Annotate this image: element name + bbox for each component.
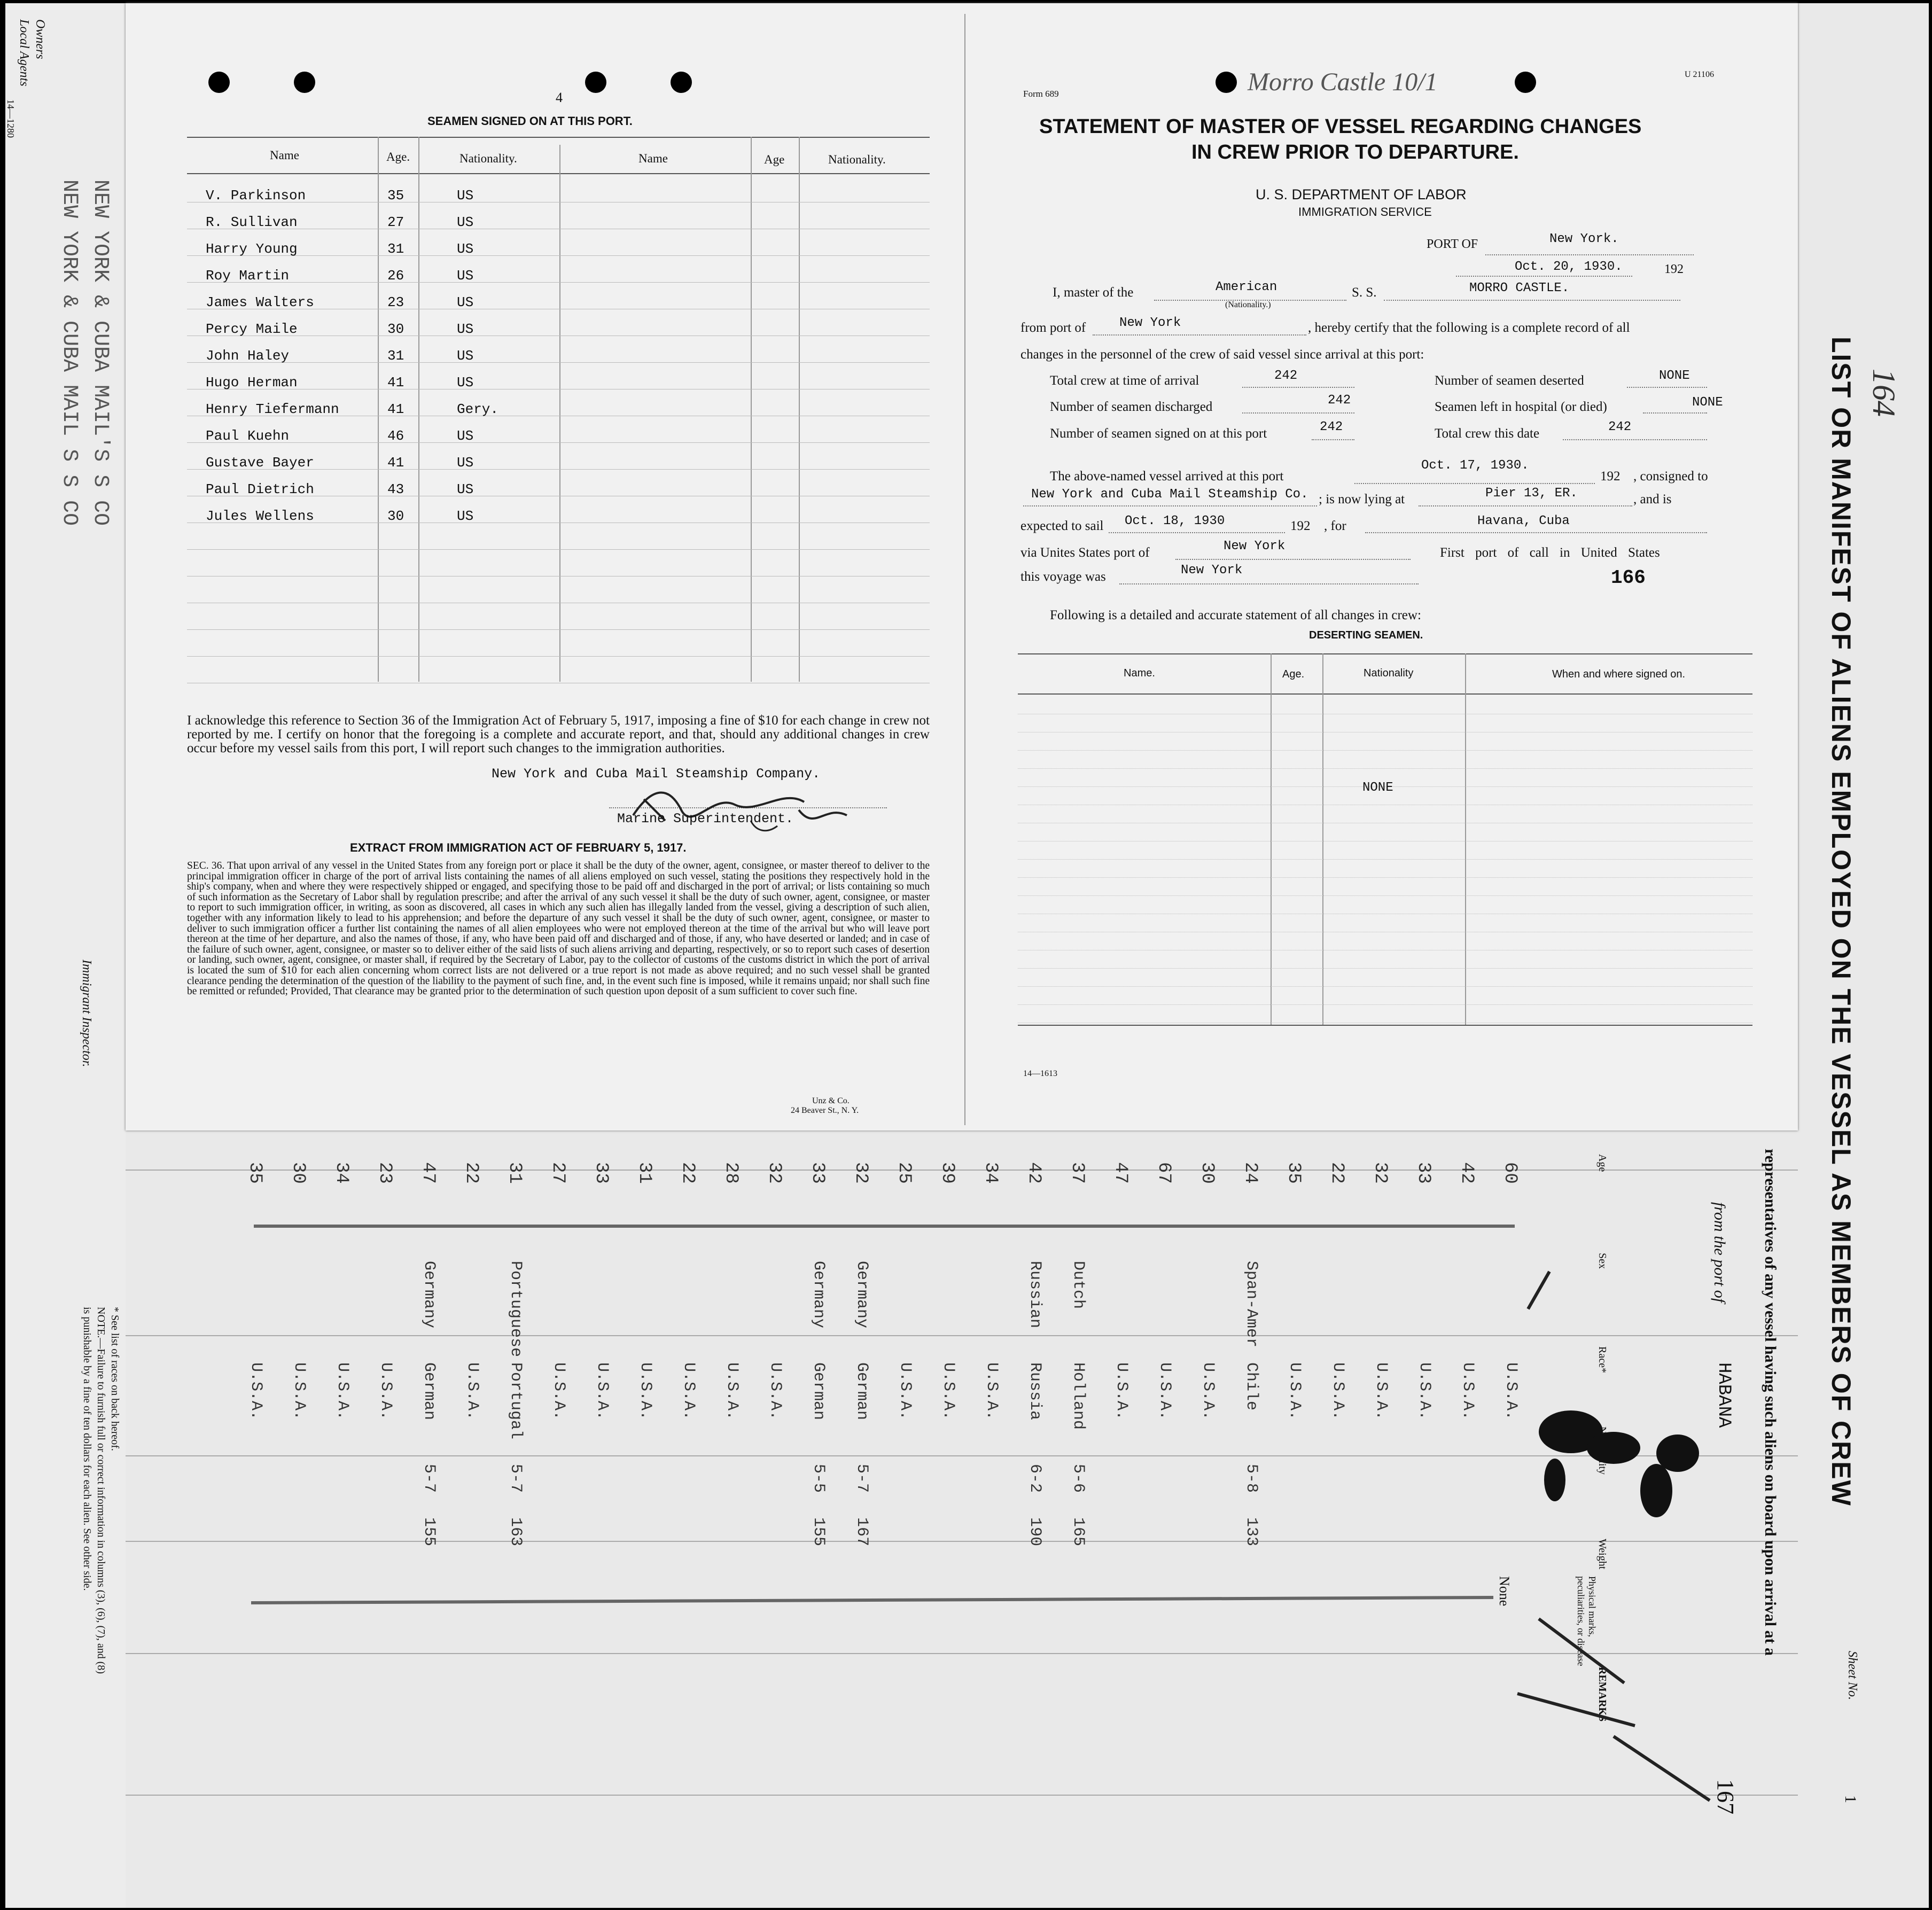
manifest-weight: 190 bbox=[1026, 1517, 1044, 1547]
printer-address: 24 Beaver St., N. Y. bbox=[791, 1106, 859, 1115]
manifest-nationality: German bbox=[853, 1362, 871, 1421]
seaman-nationality: US bbox=[457, 321, 474, 337]
manifest-nationality: Russia bbox=[1026, 1362, 1044, 1421]
col-rule bbox=[378, 137, 379, 682]
manifest-nationality: U.S.A. bbox=[1459, 1362, 1477, 1421]
from-port-label: from port of bbox=[1020, 321, 1086, 335]
from-port-value: New York bbox=[1119, 316, 1181, 330]
manifest-race: Russian bbox=[1026, 1261, 1044, 1329]
col-header-race: Race* bbox=[1596, 1346, 1608, 1373]
manifest-age: 42 bbox=[1456, 1162, 1477, 1184]
col-rule bbox=[559, 145, 560, 682]
header-age: Age. bbox=[386, 150, 410, 163]
seaman-age: 30 bbox=[387, 508, 404, 524]
manifest-race: Span-Amer bbox=[1242, 1261, 1260, 1348]
table-row-line bbox=[187, 255, 930, 256]
seaman-nationality: US bbox=[457, 375, 474, 391]
punch-hole bbox=[294, 72, 315, 93]
seaman-age: 41 bbox=[387, 401, 404, 417]
manifest-height: 5-5 bbox=[809, 1464, 828, 1493]
seaman-age: 46 bbox=[387, 428, 404, 444]
seaman-nationality: Gery. bbox=[457, 401, 499, 417]
form-title-2: IN CREW PRIOR TO DEPARTURE. bbox=[1191, 141, 1519, 163]
expected-label: expected to sail bbox=[1020, 519, 1104, 533]
manifest-age: 35 bbox=[245, 1162, 265, 1184]
manifest-nationality: Portugal bbox=[507, 1362, 525, 1440]
seaman-name: Gustave Bayer bbox=[206, 455, 314, 471]
manifest-age: 32 bbox=[764, 1162, 784, 1184]
seaman-nationality: US bbox=[457, 428, 474, 444]
extract-title: EXTRACT FROM IMMIGRATION ACT OF FEBRUARY 5, 1917. bbox=[350, 841, 687, 854]
seaman-age: 26 bbox=[387, 268, 404, 284]
deserting-heading: DESERTING SEAMEN. bbox=[1309, 629, 1423, 641]
master-label: I, master of the bbox=[1053, 285, 1134, 300]
seaman-nationality: US bbox=[457, 508, 474, 524]
manifest-side-text: representatives of any vessel having such aliens on board upon arrival at a bbox=[1762, 1149, 1779, 1656]
manifest-age: 42 bbox=[1024, 1162, 1044, 1184]
deserted-value: NONE bbox=[1659, 369, 1690, 383]
manifest-race: Germany bbox=[853, 1261, 871, 1329]
deserting-bottom-rule bbox=[1018, 1025, 1752, 1026]
footnote-races: * See list of races on back hereof. bbox=[109, 1307, 121, 1451]
discharged-value: 242 bbox=[1328, 393, 1351, 408]
seaman-nationality: US bbox=[457, 268, 474, 284]
manifest-age: 31 bbox=[634, 1162, 655, 1184]
col-header-sex: Sex bbox=[1596, 1253, 1608, 1269]
first-port-label: First port of call in United States bbox=[1440, 545, 1660, 560]
manifest-age: 22 bbox=[677, 1162, 698, 1184]
destination-line bbox=[1365, 532, 1707, 533]
via-line bbox=[1175, 559, 1411, 560]
vessel-value: MORRO CASTLE. bbox=[1469, 281, 1570, 295]
col-rule bbox=[1271, 653, 1272, 1025]
acknowledgement: I acknowledge this reference to Section 36 of the Immigration Act of February 5, 1917, imposing a fine of $10 for each change in crew not reported by me. I certify on honor that the foregoing is a complete and accurate report, and that, should any additional changes in crew occur before my vessel sails from this port, I will report such changes to the immigration authorities. bbox=[187, 713, 930, 755]
lying-value: Pier 13, ER. bbox=[1485, 486, 1578, 501]
col-header-weight: Weight bbox=[1596, 1539, 1608, 1570]
col-header-age: Age bbox=[1596, 1154, 1608, 1172]
owner-stamp-2: NEW YORK & CUBA MAIL'S S CO bbox=[88, 180, 112, 526]
seaman-name: V. Parkinson bbox=[206, 188, 306, 204]
seaman-nationality: US bbox=[457, 214, 474, 230]
destination-value: Havana, Cuba bbox=[1477, 514, 1570, 528]
none-mark: None bbox=[1497, 1576, 1512, 1607]
deserting-row-line bbox=[1018, 768, 1752, 769]
owners-label: Owners bbox=[33, 19, 47, 59]
signature-title: Marine Superintendent. bbox=[617, 811, 794, 827]
col-rule bbox=[751, 137, 752, 682]
form-689 bbox=[126, 3, 1798, 1131]
manifest-age: 34 bbox=[331, 1162, 352, 1184]
side-port-label: from the port of bbox=[1711, 1202, 1728, 1303]
deserting-top-rule bbox=[1018, 653, 1752, 654]
manifest-age: 47 bbox=[1110, 1162, 1131, 1184]
deserting-row-line bbox=[1018, 1004, 1752, 1005]
form-code: U 21106 bbox=[1685, 70, 1714, 79]
inspector-label: Immigrant Inspector. bbox=[80, 960, 94, 1067]
deserting-col-nationality: Nationality bbox=[1364, 667, 1414, 679]
manifest-age: 32 bbox=[1370, 1162, 1390, 1184]
left-form-number: 14—1280 bbox=[5, 99, 16, 138]
header-name: Name bbox=[270, 149, 299, 162]
deserting-col-when: When and where signed on. bbox=[1552, 668, 1686, 680]
manifest-nationality: U.S.A. bbox=[1199, 1362, 1217, 1421]
manifest-nationality: U.S.A. bbox=[550, 1362, 568, 1421]
col-rule bbox=[1322, 653, 1323, 1025]
signature bbox=[622, 773, 863, 837]
seaman-name: Harry Young bbox=[206, 241, 298, 257]
port-value: New York. bbox=[1549, 232, 1619, 246]
header-age-2: Age bbox=[764, 153, 785, 166]
manifest-nationality: U.S.A. bbox=[766, 1362, 784, 1421]
voyage-value: New York bbox=[1181, 563, 1243, 578]
seaman-age: 35 bbox=[387, 188, 404, 204]
manifest-age: 24 bbox=[1240, 1162, 1260, 1184]
year-suffix-2: 192 bbox=[1600, 469, 1621, 484]
manifest-nationality: U.S.A. bbox=[1502, 1362, 1520, 1421]
manifest-age: 60 bbox=[1500, 1162, 1520, 1184]
manifest-nationality: U.S.A. bbox=[680, 1362, 698, 1421]
extract-text: SEC. 36. That upon arrival of any vessel in the United States from any foreign port or place it shall be the duty of the owner, agent, consignee, or master thereof to deliver to the principal immigration officer in charge of the port of arrival lists containing the names of all aliens employed on such vessel, stating the positions they respectively hold in the ship's company, when and where they were respectively shipped or engaged, and specifying those to be paid off and discharged in the port of arrival; or lists containing so much of such information as the Secretary of Labor shall by regulation prescribe; and after the arrival of any such vessel it shall be the duty of such owner, agent, consignee, or master to report to such immigration officer, in writing, as soon as discovered, all cases in which any such alien has illegally landed from the vessel, giving a description of such alien, together with any information likely to lead to his apprehension; and before the departure of any such vessel it shall be the duty of such owner, agent, consignee, or master to deliver to such immigration officer a further list containing the names of all alien employees who were not employed thereon at the time of the arrival but who will leave port thereon at the time of her departure, and also the names of those, if any, who have been paid off and discharged and of those, if any, who have deserted or landed; and in case of the failure of such owner, agent, consignee, or master so to deliver either of the said lists of such aliens arriving and departing, respectively, or so to report such cases of desertion or landing, such owner, agent, consignee, or master shall, if required by the Secretary of Labor, pay to the collector of customs of the customs district in which the port of arrival is located the sum of $10 for each alien concerning whom correct lists are not delivered or a true report is not made as above required; and no such vessel shall be granted clearance pending the determination of the question of the liability to the payment of such fine, and, in the event such fine is imposed, while it remains unpaid; nor shall such fine be remitted or refunded; Provided, That clearance may be granted prior to the determination of such question upon deposit of a sum sufficient to cover such fine. bbox=[187, 860, 930, 997]
manifest-race: Germany bbox=[420, 1261, 438, 1329]
deserting-row-line bbox=[1018, 859, 1752, 860]
signed-on-line bbox=[1312, 439, 1354, 440]
manifest-age: 35 bbox=[1283, 1162, 1304, 1184]
changes-text: changes in the personnel of the crew of said vessel since arrival at this port: bbox=[1020, 347, 1424, 362]
manifest-age: 30 bbox=[1197, 1162, 1217, 1184]
deserting-row-line bbox=[1018, 968, 1752, 969]
manifest-nationality: U.S.A. bbox=[247, 1362, 265, 1421]
for-label: , for bbox=[1324, 519, 1346, 533]
signed-on-value: 242 bbox=[1320, 420, 1343, 434]
manifest-weight: 155 bbox=[420, 1517, 438, 1547]
footnote-fine: is punishable by a fine of ten dollars for each alien. See other side. bbox=[81, 1307, 93, 1591]
seaman-age: 31 bbox=[387, 241, 404, 257]
manifest-height: 5-7 bbox=[853, 1464, 871, 1493]
date-year: 192 bbox=[1664, 262, 1684, 276]
manifest-age: 33 bbox=[591, 1162, 611, 1184]
manifest-nationality: U.S.A. bbox=[896, 1362, 914, 1421]
manifest-age: 34 bbox=[980, 1162, 1001, 1184]
col-rule bbox=[799, 137, 800, 682]
manifest-weight: 163 bbox=[507, 1517, 525, 1547]
manifest-nationality: U.S.A. bbox=[723, 1362, 741, 1421]
header-nationality: Nationality. bbox=[459, 152, 517, 165]
punch-hole bbox=[1216, 72, 1237, 93]
table-row-line bbox=[187, 282, 930, 283]
lying-label: ; is now lying at bbox=[1319, 492, 1405, 506]
consignee-value: New York and Cuba Mail Steamship Co. bbox=[1031, 487, 1308, 502]
manifest-age: 23 bbox=[375, 1162, 395, 1184]
department: U. S. DEPARTMENT OF LABOR bbox=[1256, 186, 1467, 202]
nationality-value: American bbox=[1216, 280, 1277, 294]
manifest-height: 5-6 bbox=[1069, 1464, 1087, 1493]
seaman-name: Paul Dietrich bbox=[206, 481, 314, 497]
total-crew-date-value: 242 bbox=[1608, 420, 1632, 434]
handwritten-number: 164 bbox=[1866, 369, 1902, 417]
seaman-name: Roy Martin bbox=[206, 268, 290, 284]
page-divider bbox=[964, 14, 965, 1125]
port-label: PORT OF bbox=[1427, 237, 1478, 251]
manifest-age: 37 bbox=[1067, 1162, 1087, 1184]
seaman-name: Henry Tiefermann bbox=[206, 401, 339, 417]
manifest-nationality: U.S.A. bbox=[593, 1362, 611, 1421]
manifest-nationality: German bbox=[420, 1362, 438, 1421]
ss-label: S. S. bbox=[1352, 285, 1377, 300]
manifest-age: 39 bbox=[937, 1162, 957, 1184]
manifest-nationality: U.S.A. bbox=[1286, 1362, 1304, 1421]
left-heading: SEAMEN SIGNED ON AT THIS PORT. bbox=[427, 114, 633, 128]
seaman-age: 30 bbox=[387, 321, 404, 337]
sheet-number: 1 bbox=[1842, 1795, 1859, 1803]
manifest-age: 33 bbox=[807, 1162, 828, 1184]
seaman-nationality: US bbox=[457, 188, 474, 204]
table-top-rule bbox=[187, 137, 930, 138]
manifest-title: LIST OR MANIFEST OF ALIENS EMPLOYED ON THE VESSEL AS MEMBERS OF CREW bbox=[1826, 337, 1856, 1507]
total-crew-date-label: Total crew this date bbox=[1435, 426, 1540, 441]
manifest-nationality: Chile bbox=[1242, 1362, 1260, 1411]
hospital-value: NONE bbox=[1692, 395, 1723, 410]
col-rule bbox=[1465, 653, 1466, 1025]
seaman-nationality: US bbox=[457, 294, 474, 310]
lying-line bbox=[1419, 505, 1632, 506]
manifest-nationality: U.S.A. bbox=[333, 1362, 352, 1421]
manifest-age: 47 bbox=[418, 1162, 438, 1184]
certify-text: , hereby certify that the following is a complete record of all bbox=[1308, 321, 1630, 335]
service: IMMIGRATION SERVICE bbox=[1298, 205, 1432, 219]
deserting-row-line bbox=[1018, 895, 1752, 896]
sail-value: Oct. 18, 1930 bbox=[1125, 514, 1225, 528]
manifest-age: 22 bbox=[461, 1162, 481, 1184]
manifest-nationality: U.S.A. bbox=[983, 1362, 1001, 1421]
number-stamp: 166 bbox=[1611, 567, 1646, 589]
manifest-age: 32 bbox=[851, 1162, 871, 1184]
manifest-race: Portuguese bbox=[507, 1261, 525, 1358]
arrival-crew-line bbox=[1242, 387, 1354, 388]
table-row-line bbox=[187, 549, 930, 550]
header-nationality-2: Nationality. bbox=[828, 153, 886, 166]
deserting-row-line bbox=[1018, 877, 1752, 878]
seaman-age: 23 bbox=[387, 294, 404, 310]
manifest-weight: 133 bbox=[1242, 1517, 1260, 1547]
manifest-nationality: Holland bbox=[1069, 1362, 1087, 1430]
manifest-height: 5-7 bbox=[507, 1464, 525, 1493]
sheet-label: Sheet No. bbox=[1845, 1651, 1859, 1700]
port-line bbox=[1485, 254, 1694, 255]
arrival-crew-label: Total crew at time of arrival bbox=[1050, 373, 1199, 388]
form-footer: 14—1613 bbox=[1023, 1069, 1057, 1078]
deserted-line bbox=[1627, 387, 1707, 388]
table-header-rule bbox=[187, 173, 930, 174]
manifest-height: 5-7 bbox=[420, 1464, 438, 1493]
and-is-text: , and is bbox=[1633, 492, 1672, 506]
punch-hole bbox=[208, 72, 230, 93]
arrival-crew-value: 242 bbox=[1274, 369, 1298, 383]
table-row-line bbox=[187, 629, 930, 630]
seaman-age: 27 bbox=[387, 214, 404, 230]
via-label: via Unites States port of bbox=[1020, 545, 1150, 560]
handwritten-vessel: Morro Castle 10/1 bbox=[1248, 68, 1438, 96]
seaman-age: 31 bbox=[387, 348, 404, 364]
company-name: New York and Cuba Mail Steamship Company. bbox=[492, 766, 821, 782]
manifest-height: 5-8 bbox=[1242, 1464, 1260, 1493]
discharged-line bbox=[1242, 412, 1354, 414]
nationality-caption: (Nationality.) bbox=[1225, 300, 1271, 309]
date-value: Oct. 20, 1930. bbox=[1515, 260, 1623, 274]
manifest-nationality: U.S.A. bbox=[939, 1362, 957, 1421]
date-line bbox=[1456, 276, 1632, 277]
manifest-age: 28 bbox=[721, 1162, 741, 1184]
form-label: Form 689 bbox=[1023, 89, 1059, 99]
manifest-height: 6-2 bbox=[1026, 1464, 1044, 1493]
table-row-line bbox=[187, 442, 930, 443]
hospital-label: Seamen left in hospital (or died) bbox=[1435, 400, 1607, 414]
manifest-nationality: U.S.A. bbox=[636, 1362, 655, 1421]
vessel-line bbox=[1384, 300, 1680, 301]
following-text: Following is a detailed and accurate statement of all changes in crew: bbox=[1050, 608, 1421, 622]
punch-hole bbox=[1515, 72, 1536, 93]
consignee-line bbox=[1023, 505, 1317, 506]
table-row-line bbox=[187, 362, 930, 363]
manifest-nationality: German bbox=[809, 1362, 828, 1421]
voyage-label: this voyage was bbox=[1020, 570, 1106, 584]
manifest-nationality: U.S.A. bbox=[1156, 1362, 1174, 1421]
discharged-label: Number of seamen discharged bbox=[1050, 400, 1213, 414]
manifest-nationality: U.S.A. bbox=[1329, 1362, 1347, 1421]
seaman-name: Hugo Herman bbox=[206, 375, 298, 391]
manifest-age: 31 bbox=[504, 1162, 525, 1184]
seaman-nationality: US bbox=[457, 481, 474, 497]
col-rule bbox=[418, 137, 419, 682]
arrived-value: Oct. 17, 1930. bbox=[1421, 458, 1529, 473]
manifest-nationality: U.S.A. bbox=[1112, 1362, 1131, 1421]
arrived-label: The above-named vessel arrived at this port bbox=[1050, 469, 1284, 484]
seaman-name: Percy Maile bbox=[206, 321, 298, 337]
seaman-age: 41 bbox=[387, 455, 404, 471]
seaman-name: R. Sullivan bbox=[206, 214, 298, 230]
header-name-2: Name bbox=[638, 152, 668, 165]
hospital-line bbox=[1643, 412, 1707, 414]
manifest-nationality: U.S.A. bbox=[290, 1362, 308, 1421]
seaman-age: 43 bbox=[387, 481, 404, 497]
deserted-label: Number of seamen deserted bbox=[1435, 373, 1584, 388]
manifest-age: 30 bbox=[288, 1162, 308, 1184]
deserting-row-line bbox=[1018, 986, 1752, 987]
owner-stamp-1: NEW YORK & CUBA MAIL S S CO bbox=[57, 180, 81, 526]
col-header-physical: Physical marks, peculiarities, or disease bbox=[1576, 1576, 1598, 1666]
year-suffix-3: 192 bbox=[1290, 519, 1311, 533]
manifest-nationality: U.S.A. bbox=[463, 1362, 481, 1421]
manifest-nationality: U.S.A. bbox=[377, 1362, 395, 1421]
ink-smudges bbox=[1507, 1149, 1774, 1897]
manifest-weight: 165 bbox=[1069, 1517, 1087, 1547]
manifest-left-strip bbox=[5, 3, 126, 1908]
manifest-race: Germany bbox=[809, 1261, 828, 1329]
seaman-nationality: US bbox=[457, 348, 474, 364]
left-page-number: 4 bbox=[556, 90, 563, 105]
seaman-name: John Haley bbox=[206, 348, 290, 364]
seaman-nationality: US bbox=[457, 455, 474, 471]
seaman-name: Jules Wellens bbox=[206, 508, 314, 524]
manifest-weight: 155 bbox=[809, 1517, 828, 1547]
voyage-line bbox=[1119, 583, 1419, 584]
total-crew-date-line bbox=[1563, 439, 1707, 440]
punch-hole bbox=[585, 72, 606, 93]
seaman-name: James Walters bbox=[206, 294, 314, 310]
local-agents-label: Local Agents bbox=[17, 19, 31, 87]
manifest-weight: 167 bbox=[853, 1517, 871, 1547]
sail-line bbox=[1109, 532, 1285, 533]
manifest-nationality: U.S.A. bbox=[1372, 1362, 1390, 1421]
manifest-nationality: U.S.A. bbox=[1415, 1362, 1434, 1421]
printer-name: Unz & Co. bbox=[812, 1096, 850, 1105]
total-count: 167 bbox=[1712, 1779, 1739, 1814]
manifest-age: 27 bbox=[548, 1162, 568, 1184]
footnote-note: NOTE.—Failure to furnish full or correct information in columns (3), (6), (7), and (8) bbox=[95, 1307, 107, 1674]
col-header-remarks: REMARKS bbox=[1596, 1667, 1608, 1722]
punch-hole bbox=[671, 72, 692, 93]
seaman-age: 41 bbox=[387, 375, 404, 391]
arrived-line bbox=[1354, 483, 1595, 484]
manifest-age: 33 bbox=[1413, 1162, 1434, 1184]
signed-on-label: Number of seamen signed on at this port bbox=[1050, 426, 1267, 441]
deserting-col-age: Age. bbox=[1282, 668, 1305, 680]
deserting-none: NONE bbox=[1362, 781, 1393, 795]
manifest-age: 25 bbox=[894, 1162, 914, 1184]
manifest-age: 22 bbox=[1327, 1162, 1347, 1184]
side-port: HABANA bbox=[1713, 1362, 1734, 1428]
table-row-line bbox=[187, 656, 930, 657]
seaman-name: Paul Kuehn bbox=[206, 428, 290, 444]
deserting-row-line bbox=[1018, 750, 1752, 751]
manifest-race: Dutch bbox=[1069, 1261, 1087, 1309]
deserting-header-rule bbox=[1018, 693, 1752, 695]
seaman-nationality: US bbox=[457, 241, 474, 257]
consigned-label: , consigned to bbox=[1633, 469, 1708, 484]
form-title-1: STATEMENT OF MASTER OF VESSEL REGARDING CHANGES bbox=[1039, 115, 1642, 138]
manifest-age: 67 bbox=[1154, 1162, 1174, 1184]
deserting-col-name: Name. bbox=[1124, 667, 1155, 679]
from-port-line bbox=[1093, 334, 1306, 336]
via-value: New York bbox=[1224, 539, 1286, 553]
